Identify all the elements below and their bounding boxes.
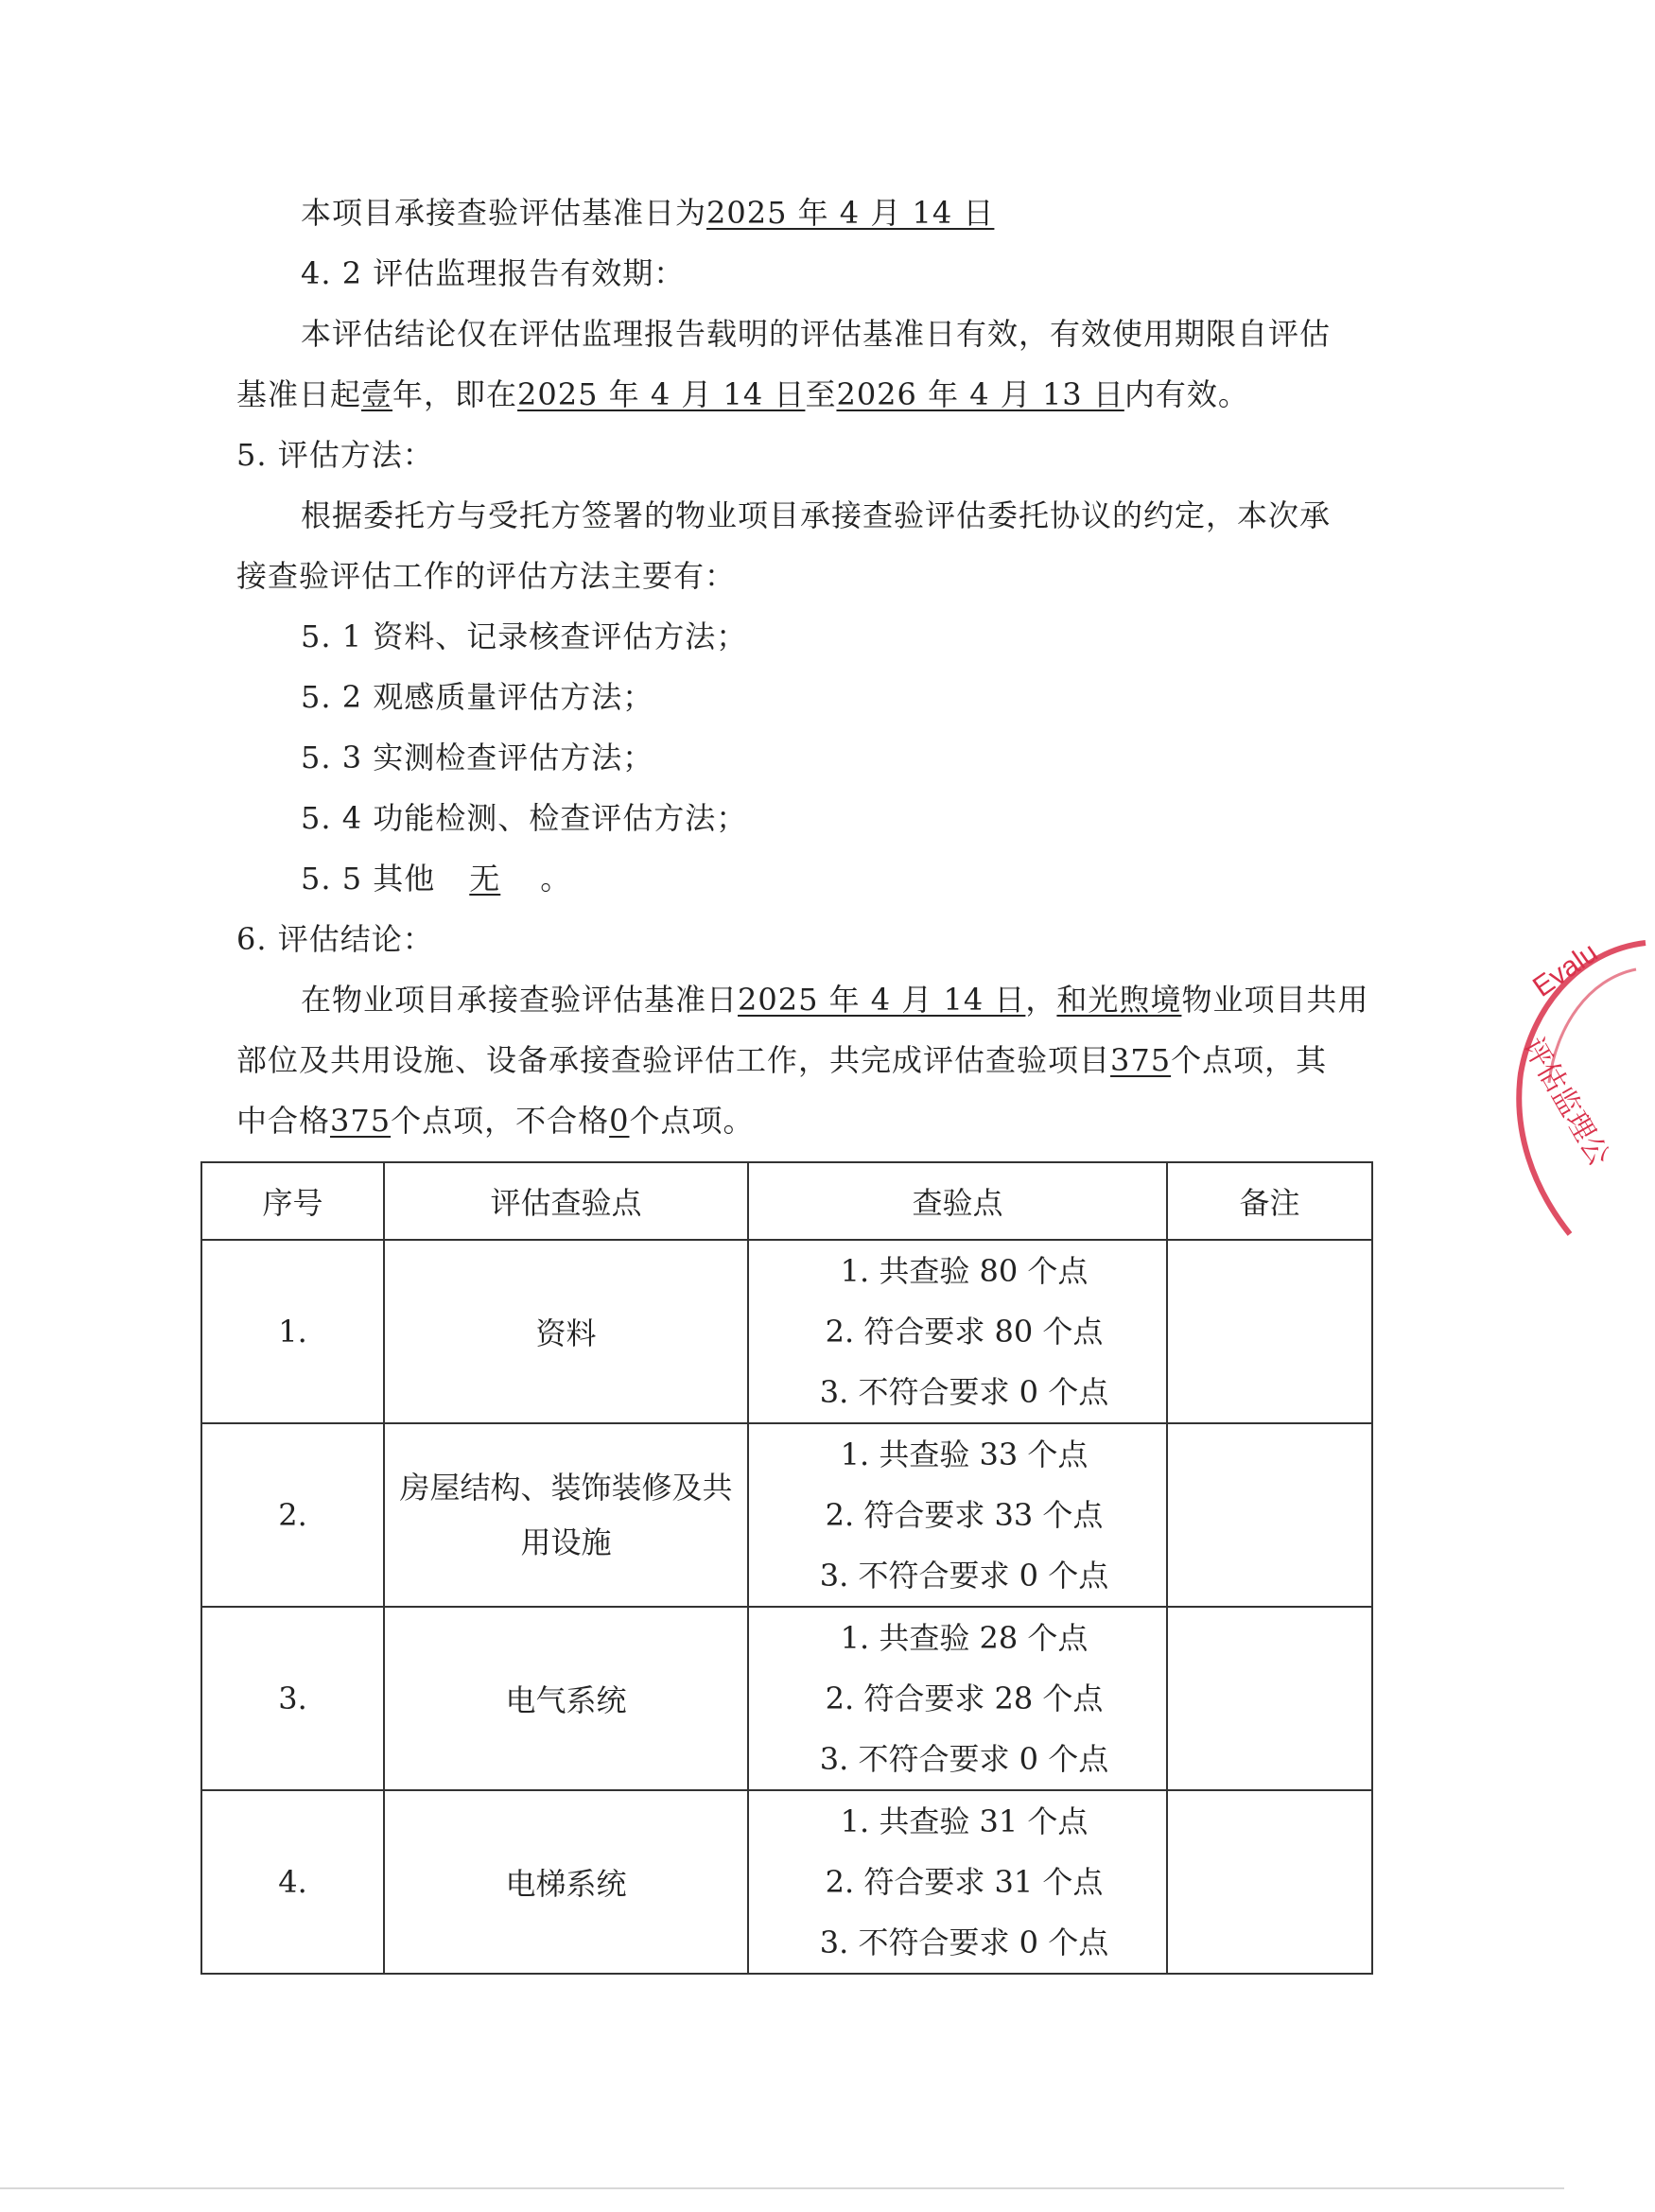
method-heading: 5. 评估方法： — [236, 437, 434, 473]
row-remark — [1167, 1423, 1372, 1607]
row-remark — [1167, 1240, 1372, 1423]
table-header-row — [201, 1162, 1372, 1240]
header-item: 评估查验点 — [384, 1162, 748, 1240]
method-item-3: 5. 3 实测检查评估方法； — [301, 740, 654, 775]
total-points: 375 — [1110, 1042, 1172, 1078]
row-no: 2. — [201, 1423, 384, 1607]
base-date-line — [301, 194, 994, 232]
row-item: 电梯系统 — [384, 1790, 748, 1974]
row-no: 4. — [201, 1790, 384, 1974]
svg-text:Evalu: Evalu — [1527, 936, 1604, 1003]
method-item-4: 5. 4 功能检测、检查评估方法； — [301, 800, 748, 836]
validity-text-line2: 基准日起壹年，即在2025 年 4 月 14 日至2026 年 4 月 13 日内有效。 — [236, 376, 1249, 412]
row-remark — [1167, 1790, 1372, 1974]
row-remark — [1167, 1607, 1372, 1790]
inspection-table — [200, 1161, 1373, 1975]
base-date-value: 2025 年 4 月 14 日 — [706, 195, 995, 231]
table-row — [201, 1240, 1372, 1423]
method-other-value: 无 — [469, 861, 501, 897]
conclusion-line1: 在物业项目承接查验评估基准日2025 年 4 月 14 日，和光煦境物业项目共用 — [301, 982, 1369, 1018]
table-row — [201, 1790, 1372, 1974]
validity-years: 壹 — [361, 376, 393, 412]
header-points: 查验点 — [748, 1162, 1167, 1240]
method-item-1: 5. 1 资料、记录核查评估方法； — [301, 618, 748, 654]
method-text-line1: 根据委托方与受托方签署的物业项目承接查验评估委托协议的约定，本次承 — [301, 497, 1332, 533]
row-points: 1. 共查验 33 个点 2. 符合要求 33 个点 3. 不符合要求 0 个点 — [748, 1423, 1167, 1607]
header-no: 序号 — [201, 1162, 384, 1240]
company-seal-stamp — [1504, 932, 1655, 1253]
pass-points: 375 — [330, 1103, 392, 1139]
table-row — [201, 1423, 1372, 1607]
fail-points: 0 — [609, 1103, 630, 1139]
validity-heading: 4. 2 评估监理报告有效期： — [301, 255, 686, 291]
header-remark: 备注 — [1167, 1162, 1372, 1240]
validity-text-line1: 本评估结论仅在评估监理报告载明的评估基准日有效，有效使用期限自评估 — [301, 316, 1332, 352]
method-item-2: 5. 2 观感质量评估方法； — [301, 679, 654, 715]
base-date-label: 本项目承接查验评估基准日为 — [301, 195, 707, 231]
conclusion-date: 2025 年 4 月 14 日 — [738, 982, 1026, 1018]
conclusion-line3: 中合格375个点项，不合格0个点项。 — [236, 1103, 755, 1139]
conclusion-line2: 部位及共用设施、设备承接查验评估工作，共完成评估查验项目375个点项，其 — [236, 1042, 1328, 1078]
row-points: 1. 共查验 28 个点 2. 符合要求 28 个点 3. 不符合要求 0 个点 — [748, 1607, 1167, 1790]
scan-edge-line — [0, 2187, 1564, 2189]
validity-end-date: 2026 年 4 月 13 日 — [836, 376, 1124, 412]
row-no: 1. — [201, 1240, 384, 1423]
table-row — [201, 1607, 1372, 1790]
row-item: 资料 — [384, 1240, 748, 1423]
method-item-5: 5. 5 其他 无 。 — [301, 861, 572, 897]
row-points: 1. 共查验 31 个点 2. 符合要求 31 个点 3. 不符合要求 0 个点 — [748, 1790, 1167, 1974]
svg-text:评估监理公: 评估监理公 — [1516, 1032, 1616, 1172]
method-text-line2: 接查验评估工作的评估方法主要有： — [236, 558, 737, 594]
row-item: 电气系统 — [384, 1607, 748, 1790]
validity-start-date: 2025 年 4 月 14 日 — [517, 376, 806, 412]
row-points: 1. 共查验 80 个点 2. 符合要求 80 个点 3. 不符合要求 0 个点 — [748, 1240, 1167, 1423]
row-no: 3. — [201, 1607, 384, 1790]
conclusion-heading: 6. 评估结论： — [236, 921, 434, 957]
row-item: 房屋结构、装饰装修及共 用设施 — [384, 1423, 748, 1607]
project-name: 和光煦境 — [1056, 982, 1182, 1018]
